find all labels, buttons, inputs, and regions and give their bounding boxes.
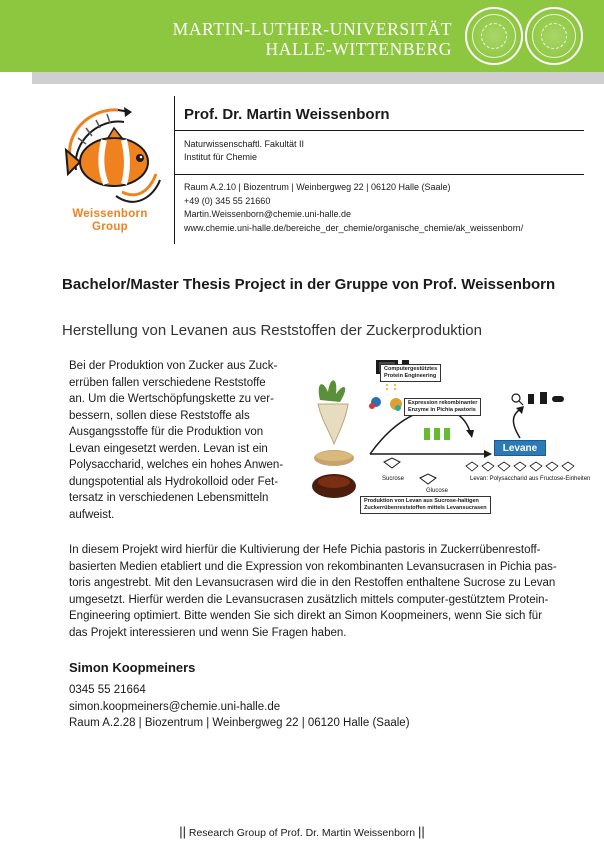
university-name-line2: HALLE-WITTENBERG [265,39,452,59]
project-title: Bachelor/Master Thesis Project in der Gruppe von Prof. Weissenborn [62,276,556,293]
expression-label-line2: Enzyme in Pichia pastoris [408,407,476,413]
intro-line: bessern, sollen diese Reststoffe als [69,409,250,422]
name-divider [174,130,584,131]
page-footer [0,824,604,839]
description-line: In diesem Projekt wird hierfür die Kultivierung der Hefe Pichia pastoris in Zuckerrübenrestoff- [69,544,541,556]
computer-label-line2: Protein Engineering [384,373,437,379]
computer-engineering-label [380,364,441,382]
contact-person-email[interactable]: simon.koopmeiners@chemie.uni-halle.de [69,700,281,713]
description-line: Engineering optimiert. Bitte wenden Sie sich direkt an Simon Koopmeiners, wenn Sie sich für [69,610,543,622]
computer-label-line1: Computergestütztes [384,366,438,372]
intro-line: aufweist. [69,508,115,521]
intro-line: Levan eingesetzt werden. Levan ist ein [69,442,268,455]
intro-line: Polysaccharid, welches ein hohes Anwen- [69,459,284,471]
description-line: umgesetzt. Hierfür werden die Levansucrasen zusätzlich mittels computer-gestütztem Protein- [69,593,549,606]
production-label [360,496,491,514]
university-seal-icon [465,7,523,65]
description-line: das Projekt interessieren und wenn Sie Fragen haben. [69,626,347,639]
intro-line: dungspotential als Hydrokolloid oder Fet- [69,475,279,488]
glucose-label: Glucose [426,488,449,494]
footer-right-bar: || [418,824,425,839]
description-line: basierten Medien etabliert und die Expression von rekombinanten Levansucrasen in Pichia pas- [69,560,557,573]
sucrose-label: Sucrose [382,476,405,482]
levan-production-figure [300,358,596,522]
contact-person-phone: 0345 55 21664 [69,684,146,696]
group-logo-text [52,208,168,234]
group-email[interactable]: Martin.Weissenborn@chemie.uni-halle.de [184,209,352,219]
contact-divider [174,174,584,175]
institute-name: Institut für Chemie [184,151,258,162]
faculty-block [184,138,304,163]
intro-line: Bei der Produktion von Zucker aus Zuck- [69,360,278,372]
contact-person-name: Simon Koopmeiners [69,660,196,675]
production-label-line2: Zuckerrübenreststoffen mittels Levansucrasen [364,505,487,511]
faculty-name: Naturwissenschaftl. Fakultät II [184,139,305,149]
group-divider-vertical [174,96,175,244]
university-name [173,19,452,59]
group-website[interactable]: www.chemie.uni-halle.de/bereiche_der_chemie/organische_chemie/ak_weissenborn/ [184,222,524,233]
group-contact-block [184,181,523,235]
expression-label [404,398,481,416]
contact-person-room: Raum A.2.28 | Biozentrum | Weinbergweg 22 | 06120 Halle (Saale) [69,717,410,729]
group-phone: +49 (0) 345 55 21660 [184,195,271,206]
header-gray-strip [32,72,604,84]
footer-text: Research Group of Prof. Dr. Martin Weissenborn [188,827,416,839]
intro-line: Ausgangsstoffe für die Produktion von [69,426,264,438]
levane-label: Levane [494,440,546,456]
university-seal-icon [525,7,583,65]
levan-caption: Levan: Polysaccharid aus Fructose-Einheiten [470,476,591,482]
description-line: toris angestrebt. Mit den Levansucrasen wird die in den Restoffen enthaltene Sucrose zu Levan [69,577,556,589]
expression-label-line1: Expression rekombinanter [408,400,478,406]
project-subtitle: Herstellung von Levanen aus Reststoffen der Zuckerproduktion [62,322,482,339]
intro-line: errüben fallen verschiedene Reststoffe [69,376,266,389]
footer-left-bar: || [179,824,186,839]
group-logo-line1: Weissenborn [72,208,148,220]
university-name-line1: MARTIN-LUTHER-UNIVERSITÄT [172,19,452,39]
contact-person-info [69,682,410,732]
professor-name: Prof. Dr. Martin Weissenborn [184,106,390,123]
group-logo-line2: Group [92,221,128,233]
intro-line: an. Um die Wertschöpfungskette zu ver- [69,393,274,405]
intro-paragraph [69,358,295,523]
group-room: Raum A.2.10 | Biozentrum | Weinbergweg 22 | 06120 Halle (Saale) [184,182,451,192]
production-label-line1: Produktion von Levan aus Sucrose-haltigen [364,498,479,504]
intro-line: tersatz in verschiedenen Lebensmitteln [69,492,269,504]
project-description [69,542,589,641]
